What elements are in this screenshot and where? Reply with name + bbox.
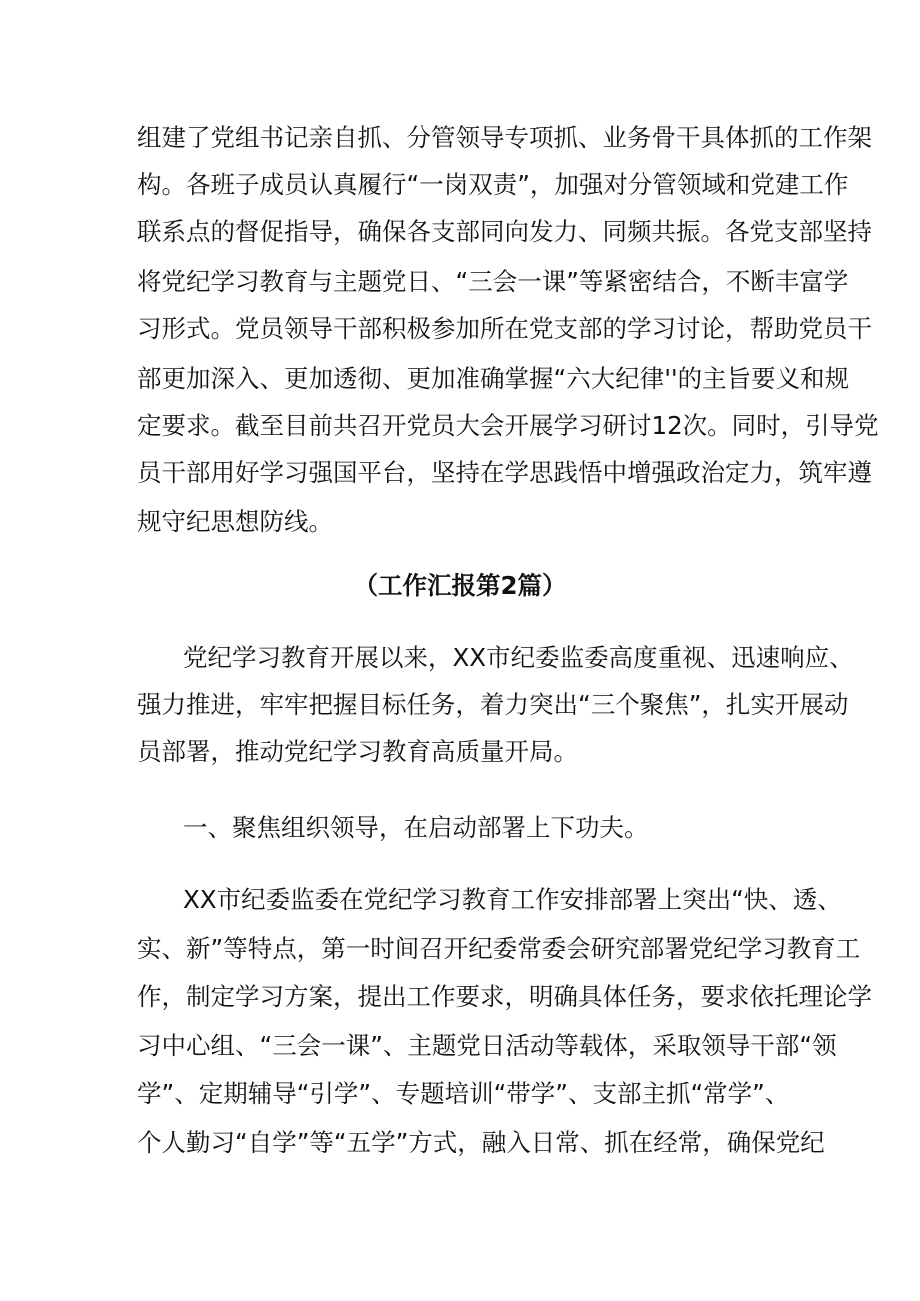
paragraph-3-line: 实、新”等特点，第一时间召开纪委常委会研究部署党纪学习教育工 [137,934,861,963]
section-heading: （工作汇报第2篇） [353,571,567,600]
paragraph-3-line: 作，制定学习方案，提出工作要求，明确具体任务，要求依托理论学 [137,982,872,1011]
paragraph-1-line: 将党纪学习教育与主题党日、“三会一课”等紧密结合，不断丰富学 [137,267,849,296]
subheading: 一、聚焦组织领导，在启动部署上下功夫。 [183,813,649,842]
paragraph-1-line: 部更加深入、更加透彻、更加准确掌握“六大纪律''的主旨要义和规 [137,364,850,393]
paragraph-1-line: 规守纪思想防线。 [137,507,333,536]
paragraph-3-line: 习中心组、“三会一课”、主题党日活动等载体，采取领导干部“领 [137,1031,837,1060]
paragraph-2-line: 员部署，推动党纪学习教育高质量开局。 [137,737,578,766]
paragraph-1-line: 定要求。截至目前共召开党员大会开展学习研讨12次。同时，引导党 [137,411,879,440]
paragraph-1-line: 联系点的督促指导，确保各支部同向发力、同频共振。各党支部坚持 [137,217,872,246]
paragraph-3-line: 学”、定期辅导“引学”、专题培训“带学”、支部主抓“常学”、 [137,1079,790,1108]
paragraph-3-line: 个人勤习“自学”等“五学”方式，融入日常、抓在经常，确保党纪 [137,1128,825,1157]
paragraph-1-line: 习形式。党员领导干部积极参加所在党支部的学习讨论，帮助党员干 [137,314,872,343]
paragraph-1-line: 员干部用好学习强国平台，坚持在学思践悟中增强政治定力，筑牢遵 [137,458,872,487]
paragraph-3-line: XX市纪委监委在党纪学习教育工作安排部署上突出“快、透、 [183,885,842,914]
paragraph-2-line: 强力推进，牢牢把握目标任务，着力突出“三个聚焦”，扎实开展动 [137,690,849,719]
paragraph-2-line: 党纪学习教育开展以来，XX市纪委监委高度重视、迅速响应、 [183,643,854,672]
paragraph-1-line: 组建了党组书记亲自抓、分管领导专项抓、业务骨干具体抓的工作架 [137,123,872,152]
paragraph-1-line: 构。各班子成员认真履行“一岗双责”，加强对分管领域和党建工作 [137,170,849,199]
